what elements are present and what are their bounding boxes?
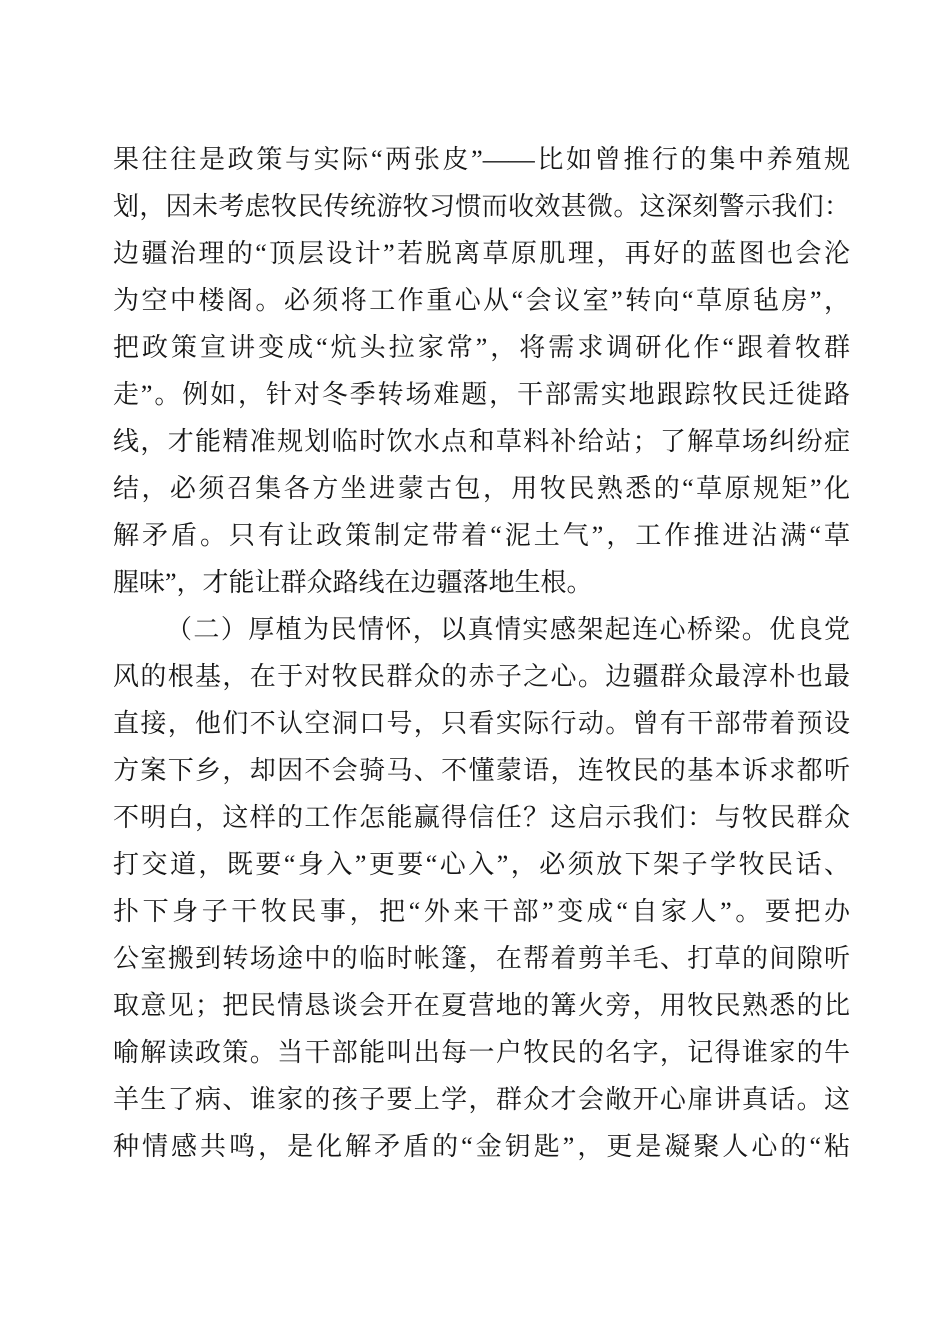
text-line: 为空中楼阁。必须将工作重心从“会议室”转向“草原毡房”， xyxy=(113,286,850,315)
text-line: 扑下身子干牧民事，把“外来干部”变成“自家人”。要把办 xyxy=(113,897,850,926)
text-line: 种情感共鸣，是化解矛盾的“金钥匙”，更是凝聚人心的“粘 xyxy=(113,1132,850,1161)
text-line: 把政策宣讲变成“炕头拉家常”，将需求调研化作“跟着牧群 xyxy=(113,333,850,362)
text-line: 风的根基，在于对牧民群众的赤子之心。边疆群众最淳朴也最 xyxy=(113,662,850,691)
text-line: （二）厚植为民情怀，以真情实感架起连心桥梁。优良党 xyxy=(166,615,850,644)
text-line: 方案下乡，却因不会骑马、不懂蒙语，连牧民的基本诉求都听 xyxy=(113,756,850,785)
text-line: 羊生了病、谁家的孩子要上学，群众才会敞开心扉讲真话。这 xyxy=(113,1085,850,1114)
text-line: 边疆治理的“顶层设计”若脱离草原肌理，再好的蓝图也会沦 xyxy=(113,239,850,268)
text-line: 腥味”，才能让群众路线在边疆落地生根。 xyxy=(113,568,593,597)
text-line: 划，因未考虑牧民传统游牧习惯而收效甚微。这深刻警示我们： xyxy=(113,192,850,221)
text-line: 喻解读政策。当干部能叫出每一户牧民的名字，记得谁家的牛 xyxy=(113,1038,850,1067)
text-line: 公室搬到转场途中的临时帐篷，在帮着剪羊毛、打草的间隙听 xyxy=(113,944,850,973)
document-text-block xyxy=(113,136,850,1170)
text-line: 直接，他们不认空洞口号，只看实际行动。曾有干部带着预设 xyxy=(113,709,850,738)
text-line: 解矛盾。只有让政策制定带着“泥土气”，工作推进沾满“草 xyxy=(113,521,850,550)
text-line: 不明白，这样的工作怎能赢得信任？这启示我们：与牧民群众 xyxy=(113,803,850,832)
text-line: 果往往是政策与实际“两张皮”——比如曾推行的集中养殖规 xyxy=(113,145,850,174)
text-line: 走”。例如，针对冬季转场难题，干部需实地跟踪牧民迁徙路 xyxy=(113,380,850,409)
text-line: 线，才能精准规划临时饮水点和草料补给站；了解草场纠纷症 xyxy=(113,427,850,456)
text-line: 取意见；把民情恳谈会开在夏营地的篝火旁，用牧民熟悉的比 xyxy=(113,991,850,1020)
text-line: 结，必须召集各方坐进蒙古包，用牧民熟悉的“草原规矩”化 xyxy=(113,474,850,503)
text-line: 打交道，既要“身入”更要“心入”，必须放下架子学牧民话、 xyxy=(113,850,850,879)
